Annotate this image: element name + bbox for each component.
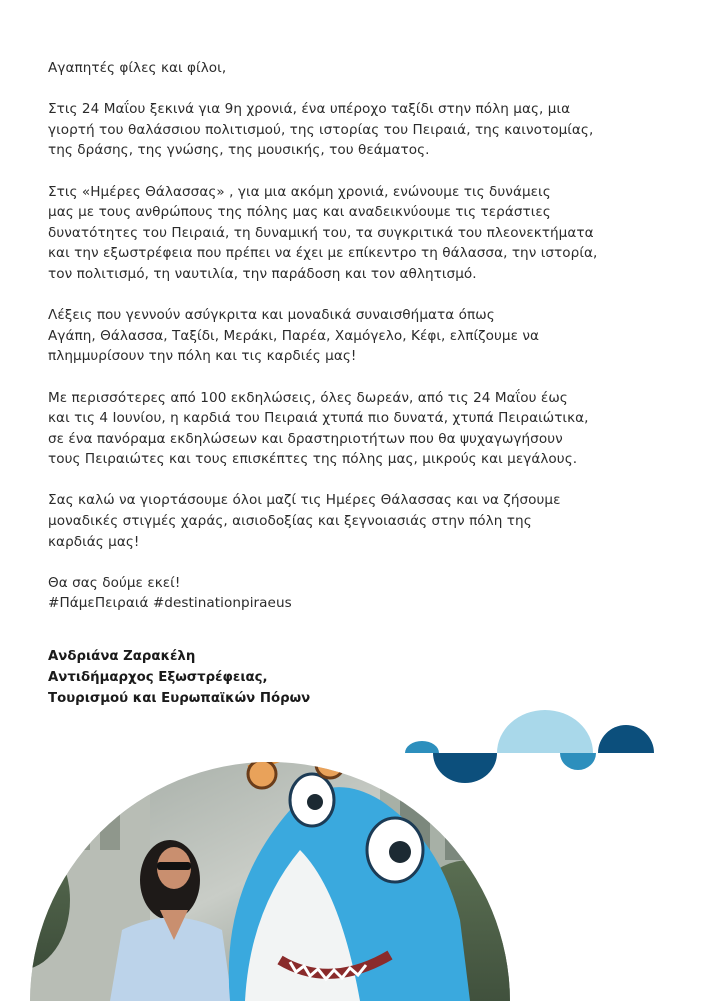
letter-paragraph-1: Στις 24 Μαΐου ξεκινά για 9η χρονιά, ένα υπέροχο ταξίδι στην πόλη μας, μια γιορτή του θαλάσσιου πολιτισμού, της ιστορίας του Πειραιά, της καινοτομίας, της δράσης, της γνώσης, της μουσικής, του θεάματος. xyxy=(48,101,594,159)
signature-block xyxy=(48,647,310,709)
wave-dark-right-arc xyxy=(598,725,654,753)
letter-paragraph-4: Με περισσότερες από 100 εκδηλώσεις, όλες δωρεάν, από τις 24 Μαΐου έως και τις 4 Ιουνίου, η καρδιά του Πειραιά χτυπά πιο δυνατά, χτυπά Πειραιώτικα, σε ένα πανόραμα εκδηλώσεων και δραστηριοτήτων που θα ψυχαγωγήσουν τους Πειραιώτες και τους επισκέπτες της πόλης μας, μικρούς και μεγάλους. xyxy=(48,389,589,468)
mascot-photo xyxy=(0,740,540,1001)
signature-name: Ανδριάνα Ζαρακέλη xyxy=(48,649,196,664)
letter-greeting: Αγαπητές φίλες και φίλοι, xyxy=(48,60,227,76)
letter-paragraph-5: Σας καλώ να γιορτάσουμε όλοι μαζί τις Ημέρες Θάλασσας και να ζήσουμε μοναδικές στιγμές χαράς, αισιοδοξίας και ξεγνοιασιάς στην πόλη της καρδιάς μας! xyxy=(48,492,561,550)
signature-title-line-2: Τουρισμού και Ευρωπαϊκών Πόρων xyxy=(48,690,311,706)
letter-paragraph-3: Λέξεις που γεννούν ασύγκριτα και μοναδικά συναισθήματα όπως Αγάπη, Θάλασσα, Ταξίδι, Μεράκι, Παρέα, Χαμόγελο, Κέφι, ελπίζουμε να πλημμυρίσουν την πόλη και τις καρδιές μας! xyxy=(48,307,540,365)
signature-title-line-1: Αντιδήμαρχος Εξωστρέφειας, xyxy=(48,669,268,685)
letter-body xyxy=(48,58,668,614)
letter-paragraph-2: Στις «Ημέρες Θάλασσας» , για μια ακόμη χρονιά, ενώνουμε τις δυνάμεις μας με τους ανθρώπους της πόλης μας και αναδεικνύουμε τις τεράστιες δυνατότητες του Πειραιά, τη δυναμική του, τα συγκριτικά του πλεονεκτήματα και την εξωστρέφεια που πρέπει να έχει με επίκεντρο τη θάλασσα, την ιστορία, τον πολιτισμό, τη ναυτιλία, την παράδοση και τον αθλητισμό. xyxy=(48,183,598,282)
wave-mid-right-arc xyxy=(560,753,596,770)
letter-closing: Θα σας δούμε εκεί! #ΠάμεΠειραιά #destinationpiraeus xyxy=(48,574,292,612)
